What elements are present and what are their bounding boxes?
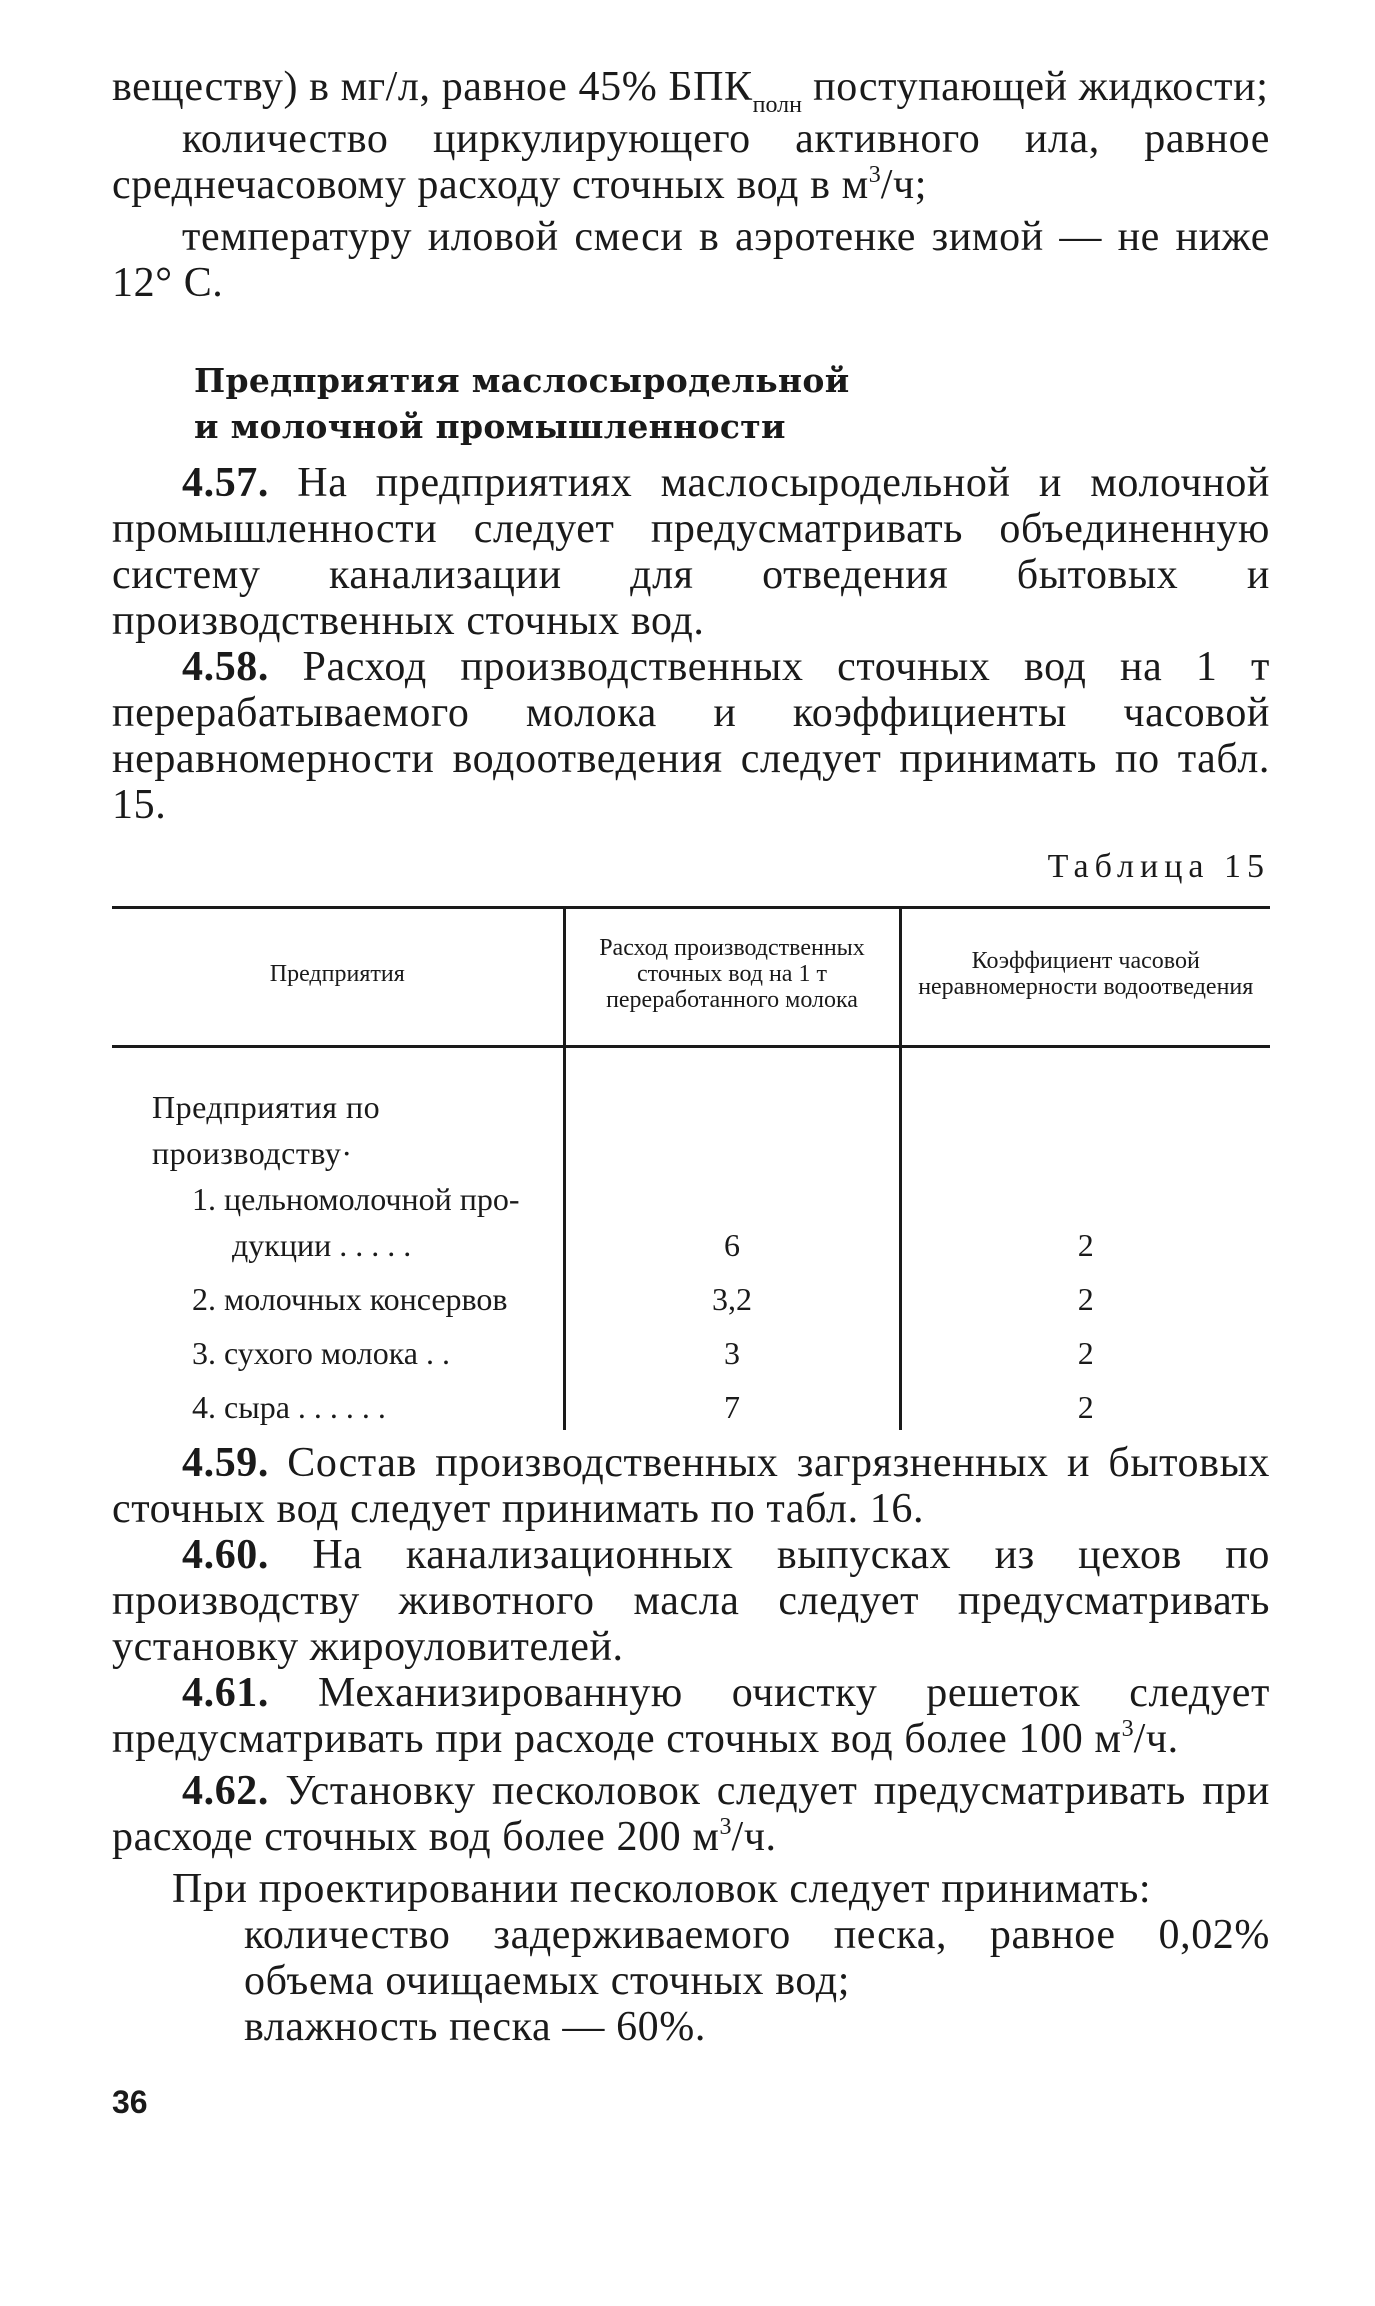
paragraph-4-57: 4.57. На предприятиях маслосыродельной и молочной промышленности следует предусматривать объединенную систему канализации для отведения бытовых и производственных сточных вод. <box>112 460 1270 644</box>
row-flow: 7 <box>564 1376 900 1430</box>
intro-paragraph-2: количество циркулирующего активного ила, равное среднечасовому расходу сточных вод в $м^3/ч$; <box>112 116 1270 208</box>
design-intro: При проектировании песколовок следует принимать: <box>172 1866 1152 1912</box>
table-header-row <box>112 908 1270 1047</box>
page-body <box>112 64 1270 2050</box>
paragraph-4-60: 4.60. На канализационных выпусках из цехов по производству животного масла следует предусматривать установку жироуловителей. <box>112 1532 1270 1670</box>
section-heading: Предприятия маслосыродельной и молочной промышленности <box>194 361 850 446</box>
page-number: 36 <box>112 2084 148 2120</box>
intro-paragraph-3: температуру иловой смеси в аэротенке зимой — не ниже 12° С. <box>112 214 1270 306</box>
row-flow: 3 <box>564 1322 900 1376</box>
row-flow: 6 <box>564 1176 900 1268</box>
table-15 <box>112 906 1270 1430</box>
design-item-sand-amount: количество задерживаемого песка, равное 0,02% объема очищаемых сточных вод; <box>244 1912 1270 2004</box>
row-coefficient: 2 <box>900 1322 1270 1376</box>
table-row <box>112 1176 1270 1268</box>
row-label: 2. молочных консервов <box>192 1281 508 1317</box>
table-row <box>112 1268 1270 1322</box>
table-row <box>112 1376 1270 1430</box>
paragraph-4-62: 4.62. Установку песколовок следует предусматривать при расходе сточных вод более 200 $м^3/ч$. <box>112 1768 1270 1860</box>
row-label: 4. сыра . . . . . . <box>192 1389 386 1425</box>
row-coefficient: 2 <box>900 1376 1270 1430</box>
paragraph-4-58: 4.58. Расход производственных сточных вод на 1 т перерабатываемого молока и коэффициенты часовой неравномерности водоотведения следует принимать по табл. 15. <box>112 644 1270 828</box>
paragraph-4-59: 4.59. Состав производственных загрязненных и бытовых сточных вод следует принимать по табл. 16. <box>112 1440 1270 1532</box>
table-group-row <box>112 1047 1270 1177</box>
row-flow: 3,2 <box>564 1268 900 1322</box>
paragraph-4-61: 4.61. Механизированную очистку решеток следует предусматривать при расходе сточных вод более 100 $м^3/ч$. <box>112 1670 1270 1762</box>
row-coefficient: 2 <box>900 1268 1270 1322</box>
col-header-coefficient: Коэффициент часовой неравномерности водоотведения <box>900 908 1270 1047</box>
intro-paragraph-1: веществу) в мг/л, равное 45% $БПК_{полн}$ поступающей жидкости; <box>112 64 1269 118</box>
col-header-enterprise: Предприятия <box>112 908 564 1047</box>
table-caption: Таблица 15 <box>1047 848 1270 885</box>
row-label: 3. сухого молока . . <box>192 1335 450 1371</box>
row-label: 1. цельномолочной про- дукции . . . . . <box>192 1181 520 1263</box>
table-row <box>112 1322 1270 1376</box>
design-item-sand-moisture: влажность песка — 60%. <box>244 2004 706 2050</box>
group-label: Предприятия по производству· <box>152 1089 381 1171</box>
row-coefficient: 2 <box>900 1176 1270 1268</box>
col-header-flow: Расход производственных сточных вод на 1 т переработанного молока <box>564 908 900 1047</box>
